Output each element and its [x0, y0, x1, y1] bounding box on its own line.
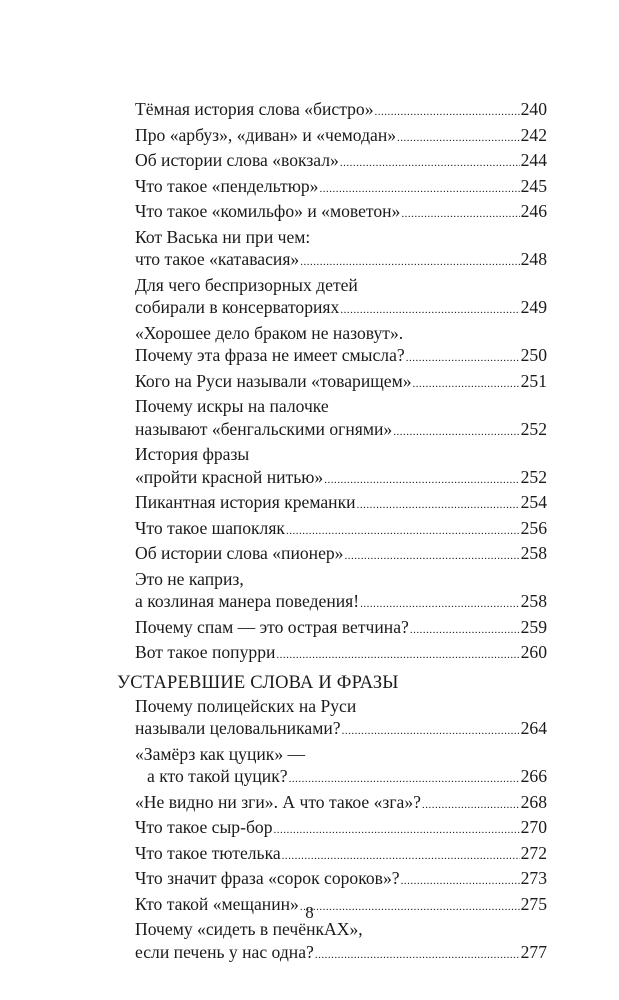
table-of-contents — [117, 98, 547, 966]
dot-leader — [410, 616, 520, 642]
toc-entry-title: «Хорошее дело браком не назовут». — [135, 322, 404, 343]
toc-entry-page: 254 — [520, 492, 547, 512]
toc-entry-title: Что такое тютелька — [135, 842, 281, 863]
toc-section-2 — [135, 695, 547, 967]
dot-leader — [360, 590, 520, 616]
toc-entry-title: Что такое «пендельтюр» — [135, 175, 319, 196]
toc-entry-page: 277 — [520, 941, 547, 962]
toc-entry-title: если печень у нас одна? — [135, 941, 314, 962]
toc-entry[interactable] — [135, 517, 547, 543]
toc-entry-title: что такое «катавасия» — [135, 249, 300, 269]
toc-entry-page: 250 — [520, 345, 547, 365]
dot-leader — [401, 200, 519, 226]
dot-leader — [319, 175, 519, 201]
toc-entry-page: 248 — [520, 249, 547, 269]
toc-entry-page: 258 — [520, 591, 547, 611]
toc-entry-title: Что такое «комильфо» и «моветон» — [135, 201, 401, 221]
toc-entry-title: Кого на Руси называли «товарищем» — [135, 370, 412, 391]
toc-entry-title: Почему спам — это острая ветчина? — [135, 616, 409, 637]
toc-entry-title: «Не видно ни зги». А что такое «зга»? — [135, 791, 421, 812]
toc-entry-page: 259 — [520, 616, 547, 637]
toc-entry-title: а козлиная манера поведения! — [135, 591, 360, 611]
toc-entry-page: 240 — [520, 99, 547, 119]
toc-entry-page: 249 — [520, 297, 547, 317]
dot-leader — [274, 816, 520, 842]
toc-entry-page: 242 — [520, 124, 547, 145]
toc-entry-page: 256 — [520, 517, 547, 538]
dot-leader — [357, 491, 520, 517]
dot-leader — [397, 124, 520, 150]
toc-entry-title: Почему искры на палочке — [135, 396, 329, 416]
toc-entry-title: Для чего беспризорных детей — [135, 274, 358, 295]
toc-entry-page: 270 — [520, 817, 547, 837]
toc-entry-title: Тёмная история слова «бистро» — [135, 99, 374, 119]
toc-entry-title: История фразы — [135, 444, 250, 464]
dot-leader — [413, 370, 520, 396]
dot-leader — [315, 941, 520, 967]
dot-leader — [422, 791, 520, 817]
toc-entry-page: 268 — [520, 791, 547, 812]
toc-entry-title: а кто такой цуцик? — [147, 766, 288, 786]
dot-leader — [406, 344, 520, 370]
toc-entry[interactable] — [135, 322, 547, 370]
toc-entry-title: Кот Васька ни при чем: — [135, 226, 311, 247]
toc-entry-page: 275 — [520, 893, 547, 914]
toc-entry[interactable] — [135, 542, 547, 568]
dot-leader — [340, 296, 519, 322]
toc-entry[interactable] — [135, 124, 547, 150]
dot-leader — [289, 765, 520, 791]
toc-entry-title: Что такое шапокляк — [135, 517, 285, 538]
dot-leader — [282, 842, 520, 868]
toc-entry-title: называют «бенгальскими огнями» — [135, 418, 393, 439]
toc-entry[interactable] — [135, 370, 547, 396]
toc-entry-page: 273 — [520, 868, 547, 888]
toc-entry[interactable] — [135, 816, 547, 842]
dot-leader — [393, 418, 519, 444]
toc-entry[interactable] — [135, 695, 547, 743]
toc-entry[interactable] — [135, 743, 547, 791]
section-heading: УСТАРЕВШИЕ СЛОВА И ФРАЗЫ — [117, 672, 399, 693]
toc-entry-title: Это не каприз, — [135, 568, 244, 589]
toc-entry-title: Что значит фраза «сорок сороков»? — [135, 868, 400, 888]
toc-entry-page: 245 — [520, 175, 547, 196]
page-number: 8 — [305, 903, 314, 922]
toc-entry-page: 246 — [520, 201, 547, 221]
dot-leader — [276, 641, 519, 667]
toc-entry-page: 251 — [520, 370, 547, 391]
toc-entry-page: 252 — [520, 418, 547, 439]
toc-entry-title: Вот такое попурри — [135, 642, 276, 662]
dot-leader — [324, 466, 519, 492]
dot-leader — [286, 517, 520, 543]
toc-section-1 — [135, 98, 547, 667]
dot-leader — [342, 717, 520, 743]
toc-entry-page: 272 — [520, 842, 547, 863]
dot-leader — [340, 149, 520, 175]
toc-entry-page: 264 — [520, 718, 547, 738]
toc-entry[interactable] — [135, 641, 547, 667]
toc-entry-title: «Замёрз как цуцик» — — [135, 743, 306, 764]
toc-entry-title: «пройти красной нитью» — [135, 466, 324, 487]
toc-entry[interactable] — [135, 568, 547, 616]
dot-leader — [375, 98, 520, 124]
toc-entry-title: Об истории слова «вокзал» — [135, 150, 339, 170]
dot-leader — [401, 867, 520, 893]
toc-entry-title: Об истории слова «пионер» — [135, 543, 344, 563]
toc-entry-title: Почему «сидеть в печёнкАХ», — [135, 919, 363, 939]
toc-entry-page: 252 — [520, 466, 547, 487]
toc-entry-page: 260 — [520, 642, 547, 662]
toc-entry[interactable] — [135, 149, 547, 175]
toc-entry-page: 266 — [520, 766, 547, 786]
toc-entry[interactable] — [135, 175, 547, 201]
toc-entry[interactable] — [135, 226, 547, 274]
toc-entry-title: Пикантная история креманки — [135, 492, 356, 512]
toc-entry-title: называли целовальниками? — [135, 718, 341, 738]
dot-leader — [344, 542, 519, 568]
dot-leader — [300, 248, 519, 274]
toc-entry-title: собирали в консерваториях — [135, 297, 340, 317]
toc-entry[interactable] — [135, 491, 547, 517]
toc-entry-title: Почему полицейских на Руси — [135, 695, 357, 716]
toc-entry-title: Про «арбуз», «диван» и «чемодан» — [135, 124, 397, 145]
toc-entry-title: Почему эта фраза не имеет смысла? — [135, 345, 405, 365]
toc-entry[interactable] — [135, 395, 547, 443]
toc-entry[interactable] — [135, 867, 547, 893]
toc-entry[interactable] — [135, 918, 547, 966]
toc-entry[interactable] — [135, 443, 547, 491]
toc-entry-page: 244 — [520, 150, 547, 170]
toc-entry[interactable] — [135, 842, 547, 868]
toc-entry[interactable] — [135, 616, 547, 642]
toc-entry[interactable] — [135, 98, 547, 124]
toc-entry[interactable] — [135, 791, 547, 817]
toc-entry-page: 258 — [520, 543, 547, 563]
toc-entry-title: Кто такой «мещанин» — [135, 893, 299, 914]
toc-entry-title: Что такое сыр-бор — [135, 817, 273, 837]
toc-entry[interactable] — [135, 200, 547, 226]
toc-entry[interactable] — [135, 274, 547, 322]
